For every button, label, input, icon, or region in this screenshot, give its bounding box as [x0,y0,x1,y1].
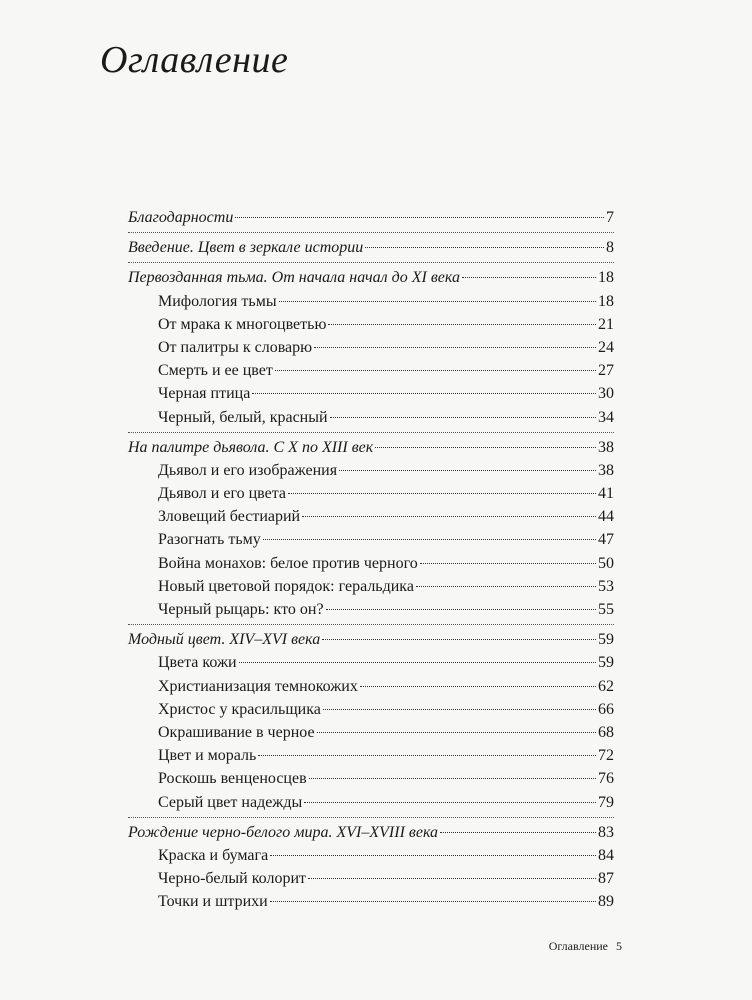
toc-entry-label: От палитры к словарю [158,338,313,356]
toc-section-entry[interactable] [128,575,614,598]
toc-entry-label: Краска и бумага [158,846,269,864]
page-number: 5 [616,939,622,953]
toc-section-entry[interactable] [128,382,614,405]
toc-section-entry[interactable] [128,459,614,482]
toc-entry-page: 59 [598,654,614,672]
toc-section-entry[interactable] [128,675,614,698]
toc-entry-label: Благодарности [128,209,234,226]
dot-leader [263,539,596,540]
toc-entry-label: На палитре дьявола. С X по XIII век [128,438,374,456]
toc-section-entry[interactable] [128,359,614,382]
dot-leader [235,217,604,218]
toc-section-entry[interactable] [128,482,614,505]
toc-section-entry[interactable] [128,336,614,359]
dot-leader [360,686,596,687]
toc-entry-label: Смерть и ее цвет [158,362,273,380]
toc-chapter-entry[interactable] [128,821,614,844]
dot-leader [330,417,596,418]
toc-entry-page: 59 [598,631,614,649]
toc-entry-label: Введение. Цвет в зеркале истории [128,239,364,257]
toc-entry-page: 89 [598,893,614,911]
toc-entry-page: 83 [598,823,614,841]
toc-entry-label: Черная птица [158,385,251,403]
toc-entry-label: От мрака к многоцветью [158,315,327,333]
toc-section-entry[interactable] [128,528,614,551]
toc-entry-label: Модный цвет. XIV–XVI века [128,631,321,649]
toc-entry-label: Мифология тьмы [158,292,277,310]
toc-entry-label: Серый цвет надежды [158,793,303,811]
toc-section-entry[interactable] [128,406,614,429]
toc-entry-page: 68 [598,723,614,741]
toc-entry-page: 62 [598,677,614,695]
dot-leader [239,662,596,663]
toc-entry-label: Рождение черно-белого мира. XVI–XVIII века [128,823,439,841]
toc-entry-page: 8 [606,239,614,257]
toc-entry-label: Точки и штрихи [158,893,268,911]
dot-leader [339,470,596,471]
toc-entry-page: 18 [598,292,614,310]
section-separator [128,817,614,818]
dot-leader [365,247,604,248]
dot-leader [252,393,596,394]
toc-entry-page: 53 [598,577,614,595]
toc-entry-page: 50 [598,554,614,572]
toc-entry-label: Зловещий бестиарий [158,508,301,526]
toc-entry-page: 41 [598,485,614,503]
toc-entry-label: Война монахов: белое против черного [158,554,418,572]
running-head: Оглавление [548,939,608,953]
section-separator [128,624,614,625]
toc-entry-label: Черный рыцарь: кто он? [158,601,324,618]
toc-entry-page: 84 [598,846,614,864]
dot-leader [302,516,596,517]
dot-leader [440,832,596,833]
toc-section-entry[interactable] [128,744,614,767]
section-separator [128,432,614,433]
toc-entry-label: Черно-белый колорит [158,870,307,888]
toc-entry-page: 24 [598,338,614,356]
dot-leader [270,855,596,856]
toc-section-entry[interactable] [128,844,614,867]
toc-section-entry[interactable] [128,867,614,890]
dot-leader [317,732,596,733]
toc-section-entry[interactable] [128,791,614,814]
dot-leader [416,586,596,587]
section-separator [128,262,614,263]
toc-entry-page: 21 [598,315,614,333]
dot-leader [309,778,596,779]
toc-entry-page: 44 [598,508,614,526]
dot-leader [258,755,596,756]
table-of-contents [128,206,614,913]
toc-section-entry[interactable] [128,890,614,913]
page-footer [549,939,622,954]
toc-entry-label: Черный, белый, красный [158,408,328,426]
dot-leader [328,324,596,325]
toc-chapter-entry[interactable] [128,266,614,289]
dot-leader [323,709,596,710]
toc-entry-page: 72 [598,747,614,765]
dot-leader [322,639,596,640]
toc-chapter-entry[interactable] [128,236,614,259]
toc-section-entry[interactable] [128,505,614,528]
dot-leader [275,370,596,371]
toc-section-entry[interactable] [128,651,614,674]
page-title: Оглавление [100,39,289,81]
dot-leader [308,878,596,879]
dot-leader [279,301,596,302]
toc-entry-page: 30 [598,385,614,403]
toc-entry-page: 55 [598,601,614,618]
toc-entry-label: Христианизация темнокожих [158,677,358,695]
section-separator [128,232,614,233]
toc-entry-page: 27 [598,362,614,380]
dot-leader [326,609,596,610]
toc-entry-label: Христос у красильщика [158,700,321,718]
dot-leader [304,802,596,803]
toc-entry-page: 38 [598,438,614,456]
toc-entry-label: Окрашивание в черное [158,723,315,741]
toc-chapter-entry[interactable] [128,206,614,229]
toc-entry-page: 87 [598,870,614,888]
toc-entry-label: Дьявол и его цвета [158,485,287,503]
toc-section-entry[interactable] [128,698,614,721]
toc-section-entry[interactable] [128,721,614,744]
toc-entry-label: Цвет и мораль [158,747,257,765]
toc-section-entry[interactable] [128,552,614,575]
toc-section-entry[interactable] [128,598,614,621]
toc-section-entry[interactable] [128,290,614,313]
dot-leader [314,347,596,348]
dot-leader [462,277,596,278]
toc-entry-label: Дьявол и его изображения [158,461,338,479]
toc-entry-page: 38 [598,461,614,479]
toc-entry-page: 76 [598,770,614,788]
toc-entry-page: 7 [606,209,614,226]
toc-entry-label: Новый цветовой порядок: геральдика [158,577,414,595]
dot-leader [420,563,596,564]
toc-entry-page: 79 [598,793,614,811]
toc-entry-label: Разогнать тьму [158,531,261,549]
toc-entry-label: Роскошь венценосцев [158,770,307,788]
dot-leader [375,447,596,448]
toc-entry-page: 34 [598,408,614,426]
dot-leader [288,493,596,494]
dot-leader [270,901,596,902]
toc-chapter-entry[interactable] [128,436,614,459]
toc-section-entry[interactable] [128,313,614,336]
toc-entry-page: 47 [598,531,614,549]
toc-entry-label: Цвета кожи [158,654,237,672]
toc-entry-label: Первозданная тьма. От начала начал до XI века [128,269,460,287]
toc-entry-page: 18 [598,269,614,287]
toc-section-entry[interactable] [128,767,614,790]
toc-chapter-entry[interactable] [128,628,614,651]
toc-entry-page: 66 [598,700,614,718]
